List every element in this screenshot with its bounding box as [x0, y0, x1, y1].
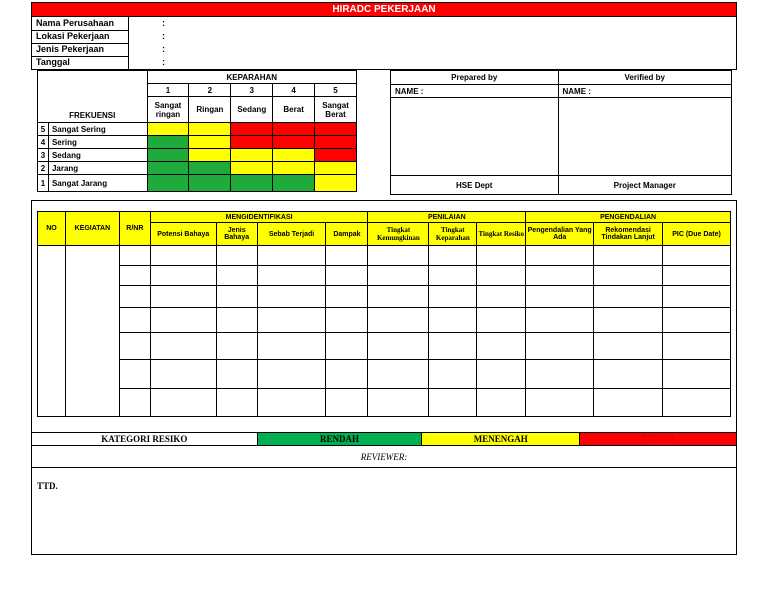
risk-category-legend: [31, 432, 737, 446]
risk-cell: [189, 149, 231, 162]
table-cell[interactable]: [326, 360, 368, 389]
table-cell[interactable]: [119, 308, 150, 333]
risk-cell: [315, 123, 357, 136]
pic-header: PIC (Due Date): [663, 223, 731, 246]
table-cell[interactable]: [257, 333, 326, 360]
risk-cell: [147, 136, 189, 149]
table-cell[interactable]: [663, 308, 731, 333]
info-colon: :: [162, 57, 165, 67]
company-info-block: [31, 17, 737, 70]
frekuensi-label: FREKUENSI: [38, 71, 148, 123]
rnr-header: R/NR: [119, 212, 150, 246]
table-row: [38, 246, 731, 266]
table-cell[interactable]: [216, 246, 257, 266]
risk-cell: [273, 123, 315, 136]
tingkat-keparahan-header: Tingkat Keparahan: [429, 223, 477, 246]
table-cell[interactable]: [38, 246, 66, 417]
table-cell[interactable]: [477, 308, 526, 333]
table-cell[interactable]: [368, 360, 429, 389]
table-cell[interactable]: [663, 333, 731, 360]
rendah-category: RENDAH: [257, 433, 422, 446]
severity-number: 3: [231, 84, 273, 97]
table-cell[interactable]: [594, 286, 663, 308]
severity-name: Ringan: [189, 97, 231, 123]
table-cell[interactable]: [326, 266, 368, 286]
table-cell[interactable]: [477, 389, 526, 417]
signature-area[interactable]: [31, 490, 737, 554]
table-cell[interactable]: [150, 246, 216, 266]
verified-signature-area[interactable]: [558, 98, 732, 176]
frequency-number: 5: [38, 123, 49, 136]
table-cell[interactable]: [326, 389, 368, 417]
table-cell[interactable]: [150, 308, 216, 333]
prepared-by-header: Prepared by: [391, 71, 559, 85]
table-cell[interactable]: [216, 286, 257, 308]
hse-dept-label: HSE Dept: [391, 176, 559, 195]
table-cell[interactable]: [526, 308, 594, 333]
risk-cell: [273, 136, 315, 149]
table-cell[interactable]: [526, 389, 594, 417]
table-cell[interactable]: [477, 286, 526, 308]
frequency-label: Sering: [48, 136, 147, 149]
severity-number: 5: [315, 84, 357, 97]
prepared-signature-area[interactable]: [391, 98, 559, 176]
risk-cell: [147, 123, 189, 136]
risk-cell: [231, 123, 273, 136]
risk-cell: [273, 162, 315, 175]
table-cell[interactable]: [526, 286, 594, 308]
table-cell[interactable]: [119, 360, 150, 389]
table-cell[interactable]: [594, 389, 663, 417]
severity-number: 4: [273, 84, 315, 97]
severity-number: 2: [189, 84, 231, 97]
reviewer-label: REVIEWER:: [31, 446, 737, 468]
dampak-header: Dampak: [326, 223, 368, 246]
table-row: [38, 360, 731, 389]
mengidentifikasi-header: MENGIDENTIFIKASI: [150, 212, 368, 223]
table-cell[interactable]: [257, 246, 326, 266]
info-colon: :: [162, 18, 165, 28]
risk-cell: [189, 162, 231, 175]
table-cell[interactable]: [526, 266, 594, 286]
prepared-name-field[interactable]: NAME :: [391, 85, 559, 98]
risk-cell: [315, 149, 357, 162]
table-cell[interactable]: [663, 360, 731, 389]
table-cell[interactable]: [326, 308, 368, 333]
table-cell[interactable]: [368, 286, 429, 308]
risk-cell: [231, 136, 273, 149]
table-cell[interactable]: [594, 333, 663, 360]
verified-name-field[interactable]: NAME :: [558, 85, 732, 98]
table-cell[interactable]: [429, 246, 477, 266]
risk-cell: [315, 162, 357, 175]
table-cell[interactable]: [216, 308, 257, 333]
table-cell[interactable]: [119, 286, 150, 308]
severity-name: Sangat ringan: [147, 97, 189, 123]
table-cell[interactable]: [368, 308, 429, 333]
menengah-category: MENENGAH: [422, 433, 580, 446]
risk-cell: [189, 123, 231, 136]
table-cell[interactable]: [216, 333, 257, 360]
risk-cell: [231, 175, 273, 192]
risk-matrix-row: [38, 175, 357, 192]
table-cell[interactable]: [150, 389, 216, 417]
frequency-number: 1: [38, 175, 49, 192]
frequency-label: Sedang: [48, 149, 147, 162]
table-cell[interactable]: [594, 246, 663, 266]
rekomendasi-header: Rekomendasi Tindakan Lanjut: [594, 223, 663, 246]
risk-matrix-row: [38, 162, 357, 175]
risk-cell: [147, 175, 189, 192]
table-cell[interactable]: [526, 333, 594, 360]
info-label-location: Lokasi Pekerjaan: [36, 31, 110, 41]
tingkat-resiko-header: Tingkat Resiko: [477, 223, 526, 246]
table-row: [38, 308, 731, 333]
severity-name: Sangat Berat: [315, 97, 357, 123]
table-cell[interactable]: [429, 266, 477, 286]
frequency-label: Jarang: [48, 162, 147, 175]
table-cell[interactable]: [594, 266, 663, 286]
table-cell[interactable]: [119, 389, 150, 417]
table-cell[interactable]: [368, 389, 429, 417]
table-cell[interactable]: [216, 389, 257, 417]
table-cell[interactable]: [477, 246, 526, 266]
table-cell[interactable]: [150, 360, 216, 389]
frequency-number: 2: [38, 162, 49, 175]
keparahan-label: KEPARAHAN: [147, 71, 356, 84]
table-cell[interactable]: [663, 266, 731, 286]
potensi-bahaya-header: Potensi Bahaya: [150, 223, 216, 246]
hiradc-table: [37, 211, 731, 417]
tingkat-kemungkinan-header: Tingkat Kemungkinan: [368, 223, 429, 246]
table-cell[interactable]: [429, 360, 477, 389]
table-cell[interactable]: [663, 246, 731, 266]
table-cell[interactable]: [150, 333, 216, 360]
table-cell[interactable]: [119, 246, 150, 266]
table-cell[interactable]: [368, 333, 429, 360]
risk-cell: [315, 136, 357, 149]
info-colon: :: [162, 44, 165, 54]
severity-name: Sedang: [231, 97, 273, 123]
table-cell[interactable]: [257, 308, 326, 333]
sebab-terjadi-header: Sebab Terjadi: [257, 223, 326, 246]
table-cell[interactable]: [526, 360, 594, 389]
tinggi-category: TINGGI: [580, 433, 737, 446]
kategori-resiko-label: KATEGORI RESIKO: [32, 433, 258, 446]
table-row: [38, 333, 731, 360]
table-cell[interactable]: [326, 246, 368, 266]
risk-cell: [147, 149, 189, 162]
form-title: HIRADC PEKERJAAN: [31, 2, 737, 17]
table-cell[interactable]: [594, 308, 663, 333]
frequency-number: 3: [38, 149, 49, 162]
jenis-bahaya-header: Jenis Bahaya: [216, 223, 257, 246]
table-row: [38, 266, 731, 286]
table-cell[interactable]: [257, 266, 326, 286]
risk-matrix: [37, 70, 357, 192]
pengendalian-yang-ada-header: Pengendalian Yang Ada: [526, 223, 594, 246]
table-cell[interactable]: [477, 360, 526, 389]
risk-cell: [273, 175, 315, 192]
project-manager-label: Project Manager: [558, 176, 732, 195]
info-label-job-type: Jenis Pekerjaan: [36, 44, 105, 54]
table-cell[interactable]: [257, 389, 326, 417]
risk-cell: [189, 136, 231, 149]
pengendalian-header: PENGENDALIAN: [526, 212, 731, 223]
frequency-label: Sangat Sering: [48, 123, 147, 136]
table-cell[interactable]: [429, 333, 477, 360]
table-cell[interactable]: [119, 266, 150, 286]
risk-cell: [231, 162, 273, 175]
frequency-label: Sangat Jarang: [48, 175, 147, 192]
risk-matrix-row: [38, 149, 357, 162]
info-label-date: Tanggal: [36, 57, 70, 67]
table-cell[interactable]: [594, 360, 663, 389]
table-cell[interactable]: [216, 266, 257, 286]
info-label-company: Nama Perusahaan: [36, 18, 115, 28]
table-cell[interactable]: [368, 266, 429, 286]
table-cell[interactable]: [150, 266, 216, 286]
kegiatan-header: KEGIATAN: [65, 212, 119, 246]
info-colon: :: [162, 31, 165, 41]
table-cell[interactable]: [257, 360, 326, 389]
table-cell[interactable]: [429, 308, 477, 333]
table-cell[interactable]: [429, 389, 477, 417]
risk-cell: [147, 162, 189, 175]
signoff-table: [390, 70, 732, 195]
table-cell[interactable]: [526, 246, 594, 266]
table-cell[interactable]: [663, 286, 731, 308]
no-header: NO: [38, 212, 66, 246]
frequency-number: 4: [38, 136, 49, 149]
table-cell[interactable]: [326, 286, 368, 308]
table-row: [38, 389, 731, 417]
table-cell[interactable]: [368, 246, 429, 266]
table-cell[interactable]: [477, 266, 526, 286]
table-cell[interactable]: [257, 286, 326, 308]
severity-name: Berat: [273, 97, 315, 123]
table-cell[interactable]: [477, 333, 526, 360]
table-cell[interactable]: [326, 333, 368, 360]
severity-number: 1: [147, 84, 189, 97]
risk-cell: [189, 175, 231, 192]
table-cell[interactable]: [65, 246, 119, 417]
table-cell[interactable]: [429, 286, 477, 308]
table-row: [38, 286, 731, 308]
ttd-label: TTD.: [37, 481, 58, 491]
risk-cell: [315, 175, 357, 192]
risk-cell: [273, 149, 315, 162]
verified-by-header: Verified by: [558, 71, 732, 85]
penilaian-header: PENILAIAN: [368, 212, 526, 223]
table-cell[interactable]: [663, 389, 731, 417]
risk-cell: [231, 149, 273, 162]
table-cell[interactable]: [119, 333, 150, 360]
risk-matrix-row: [38, 136, 357, 149]
table-cell[interactable]: [216, 360, 257, 389]
risk-matrix-row: [38, 123, 357, 136]
table-cell[interactable]: [150, 286, 216, 308]
